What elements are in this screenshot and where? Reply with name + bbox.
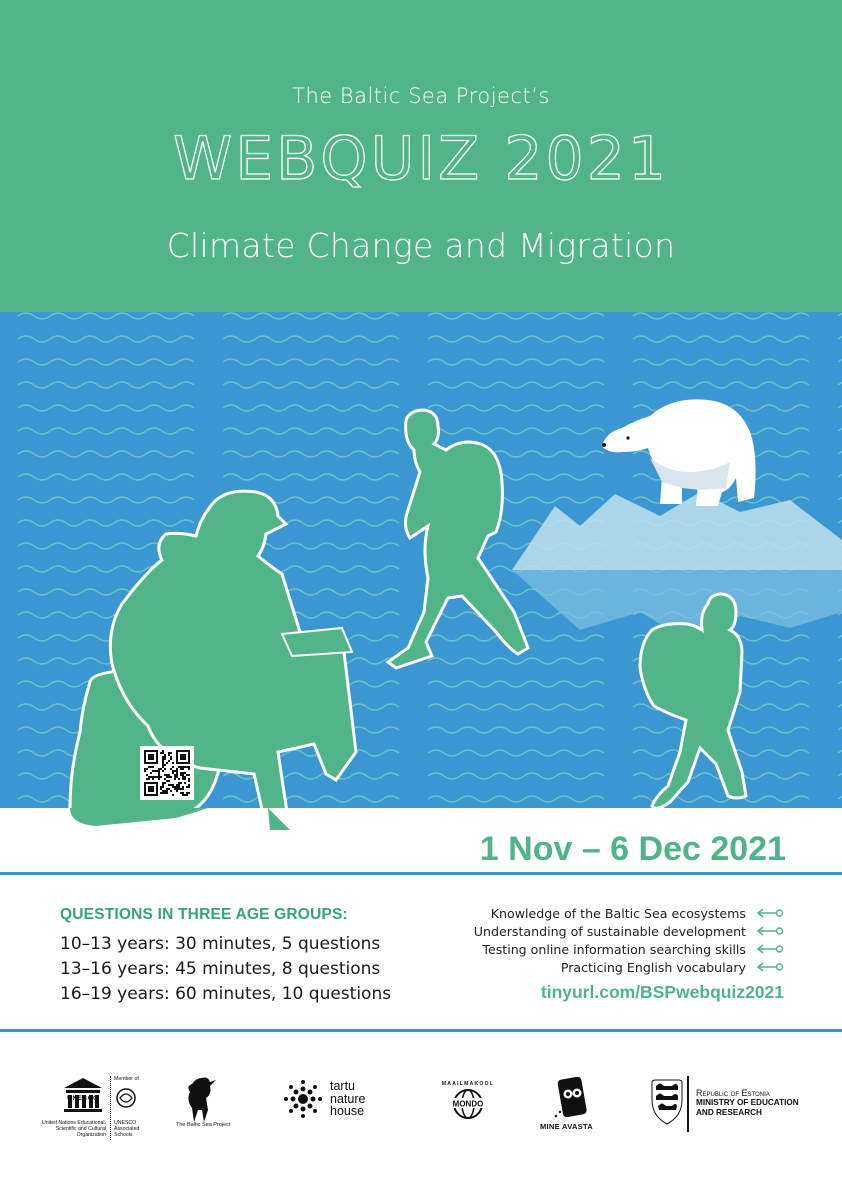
page-title: WEBQUIZ 2021 [172, 124, 670, 194]
bird-figure-icon [184, 1074, 218, 1124]
topic-label: Testing online information searching skills [482, 941, 746, 957]
topic-item [474, 922, 784, 940]
qr-code-icon [144, 750, 190, 796]
mondo-label: MONDO [452, 1099, 484, 1109]
age-group-item: 10–13 years: 30 minutes, 5 questions [60, 934, 381, 954]
arrow-left-icon [756, 924, 784, 939]
unesco-schools-icon [114, 1084, 138, 1112]
member-of-label: Member of [114, 1076, 139, 1082]
event-dates: 1 Nov – 6 Dec 2021 [479, 830, 786, 868]
pre-title: The Baltic Sea Project’s [292, 84, 550, 108]
mondo-logo [436, 1062, 500, 1132]
estonia-line: MINISTRY OF EDUCATION [696, 1098, 799, 1107]
topic-item [474, 958, 784, 976]
divider-bottom [0, 1029, 842, 1032]
estonia-line: AND RESEARCH [696, 1108, 762, 1117]
arrow-left-icon [756, 942, 784, 957]
topic-item [474, 904, 784, 922]
baltic-sea-project-logo [176, 1062, 238, 1132]
arrow-left-icon [756, 960, 784, 975]
age-groups-list [60, 932, 391, 1007]
quiz-link[interactable]: tinyurl.com/BSPwebquiz2021 [540, 982, 784, 1002]
mine-avasta-label: MINE AVASTA [540, 1122, 594, 1131]
estonia-text [696, 1088, 799, 1118]
tartu-text [330, 1080, 365, 1118]
unesco-logo [41, 1062, 152, 1142]
unesco-wordmark: UNESCO [67, 1096, 99, 1102]
unesco-schools-caption: UNESCO Associated Schools [114, 1120, 140, 1138]
topic-label: Knowledge of the Baltic Sea ecosystems [490, 905, 746, 921]
estonia-line: Republic of Estonia [696, 1088, 770, 1098]
divider-top [0, 872, 842, 875]
mine-avasta-logo [540, 1062, 610, 1132]
tartu-line: house [330, 1104, 365, 1118]
topic-label: Practicing English vocabulary [560, 959, 746, 975]
flower-icon [282, 1078, 324, 1120]
topic-item [474, 940, 784, 958]
topic-label: Understanding of sustainable development [473, 923, 746, 939]
qr-code[interactable] [140, 746, 194, 800]
topics-list [474, 904, 784, 976]
coat-of-arms-icon [650, 1078, 684, 1126]
baltic-sea-project-label: The Baltic Sea Project [176, 1122, 231, 1128]
unesco-un-caption: United Nations Educational, Scientific and Cultural Organization [41, 1120, 106, 1138]
phone-owl-icon [552, 1076, 592, 1122]
tartu-nature-house-logo [282, 1062, 392, 1122]
age-group-item: 16–19 years: 60 minutes, 10 questions [60, 984, 392, 1004]
arrow-left-icon [756, 906, 784, 921]
tartu-line: nature [330, 1091, 366, 1106]
sea-illustration [0, 312, 842, 830]
age-group-item: 13–16 years: 45 minutes, 8 questions [60, 959, 381, 979]
page-subtitle: Climate Change and Migration [166, 226, 676, 265]
header-banner [0, 0, 842, 312]
age-groups-heading: QUESTIONS IN THREE AGE GROUPS: [60, 906, 348, 923]
mondo-ring-label: MAAILMAKOOL [441, 1081, 495, 1087]
tartu-line: tartu [330, 1079, 356, 1093]
globe-icon [440, 1076, 496, 1132]
estonia-ministry-logo [650, 1062, 820, 1132]
